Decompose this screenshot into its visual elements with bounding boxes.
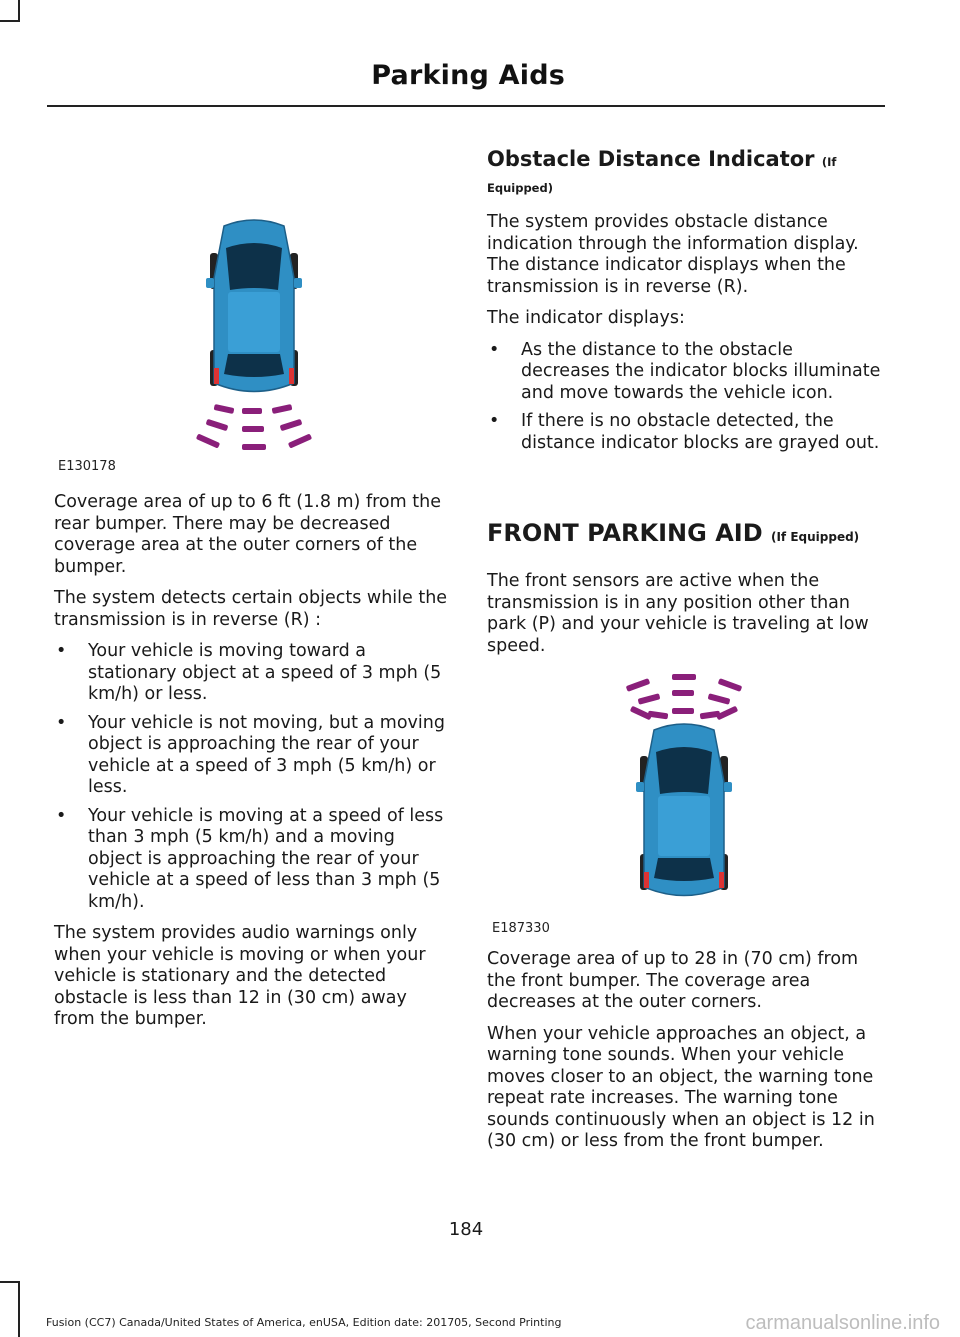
paragraph: The system provides obstacle distance indication through the information display. The distance indicator displays when the transmission is in reverse (R). [487, 212, 859, 297]
list-item: • As the distance to the obstacle decreases the indicator blocks illuminate and move towards the vehicle icon. [489, 339, 881, 403]
crop-mark [0, 1281, 20, 1283]
crop-mark [18, 0, 20, 22]
page-number: 184 [448, 1219, 484, 1240]
paragraph: The front sensors are active when the transmission is in any position other than park (P) and your vehicle is traveling at low speed. [487, 571, 869, 656]
bullet-icon: • [56, 641, 67, 661]
paragraph: The system detects certain objects while the transmission is in reverse (R) : [54, 588, 448, 630]
watermark: carmanualsonline.info [745, 1312, 940, 1334]
crop-mark [0, 20, 20, 22]
bullet-icon: • [489, 339, 500, 360]
bullet-list [54, 641, 449, 913]
header-divider [47, 105, 885, 107]
rear-parking-aid-figure [54, 208, 449, 480]
front-parking-aid-figure [487, 664, 882, 936]
front-section-intro [487, 571, 882, 667]
bullet-icon: • [56, 712, 67, 733]
section-heading-front-parking-aid: FRONT PARKING AID (If Equipped) [487, 519, 860, 547]
paragraph: When your vehicle approaches an object, a warning tone sounds. When your vehicle moves closer to an object, the warning tone repeat rate increases. The warning tone sounds continuously when an object is 12 in (30 cm) or less from the front bumper. [487, 1023, 875, 1151]
figure-code: E187330 [492, 921, 550, 936]
list-item: • Your vehicle is not moving, but a moving object is approaching the rear of your vehicle at a speed of 3 mph (5 km/h) or less. [56, 712, 445, 797]
paragraph: Coverage area of up to 6 ft (1.8 m) from the rear bumper. There may be decreased coverage area at the outer corners of the bumper. [54, 492, 441, 577]
crop-mark [18, 1282, 20, 1337]
bullet-icon: • [489, 411, 500, 431]
bullet-list [487, 340, 882, 455]
footer-edition: Fusion (CC7) Canada/United States of America, enUSA, Edition date: 201705, Second Printing [46, 1316, 562, 1329]
page-title: Parking Aids [371, 60, 565, 91]
front-section-body [487, 949, 882, 1163]
bullet-icon: • [56, 805, 67, 826]
list-item: • Your vehicle is moving toward a stationary object at a speed of 3 mph (5 km/h) or less. [56, 641, 442, 704]
paragraph: Coverage area of up to 28 in (70 cm) from the front bumper. The coverage area decreases at the outer corners. [487, 949, 859, 1012]
figure-code: E130178 [58, 459, 116, 474]
front-car-illustration [487, 664, 882, 936]
paragraph: The indicator displays: [487, 308, 685, 328]
paragraph: The system provides audio warnings only when your vehicle is moving or when your vehicle is stationary and the detected obstacle is less than 12 in (30 cm) away from the bumper. [54, 923, 426, 1029]
obstacle-section-body [487, 212, 882, 464]
section-heading-obstacle: Obstacle Distance Indicator (If Equipped) [487, 147, 837, 195]
left-column [54, 492, 449, 1041]
rear-car-illustration [54, 208, 449, 480]
list-item: • Your vehicle is moving at a speed of less than 3 mph (5 km/h) and a moving object is approaching the rear of your vehicle at a speed of less than 3 mph (5 km/h). [56, 805, 444, 912]
list-item: • If there is no obstacle detected, the distance indicator blocks are grayed out. [489, 411, 880, 453]
